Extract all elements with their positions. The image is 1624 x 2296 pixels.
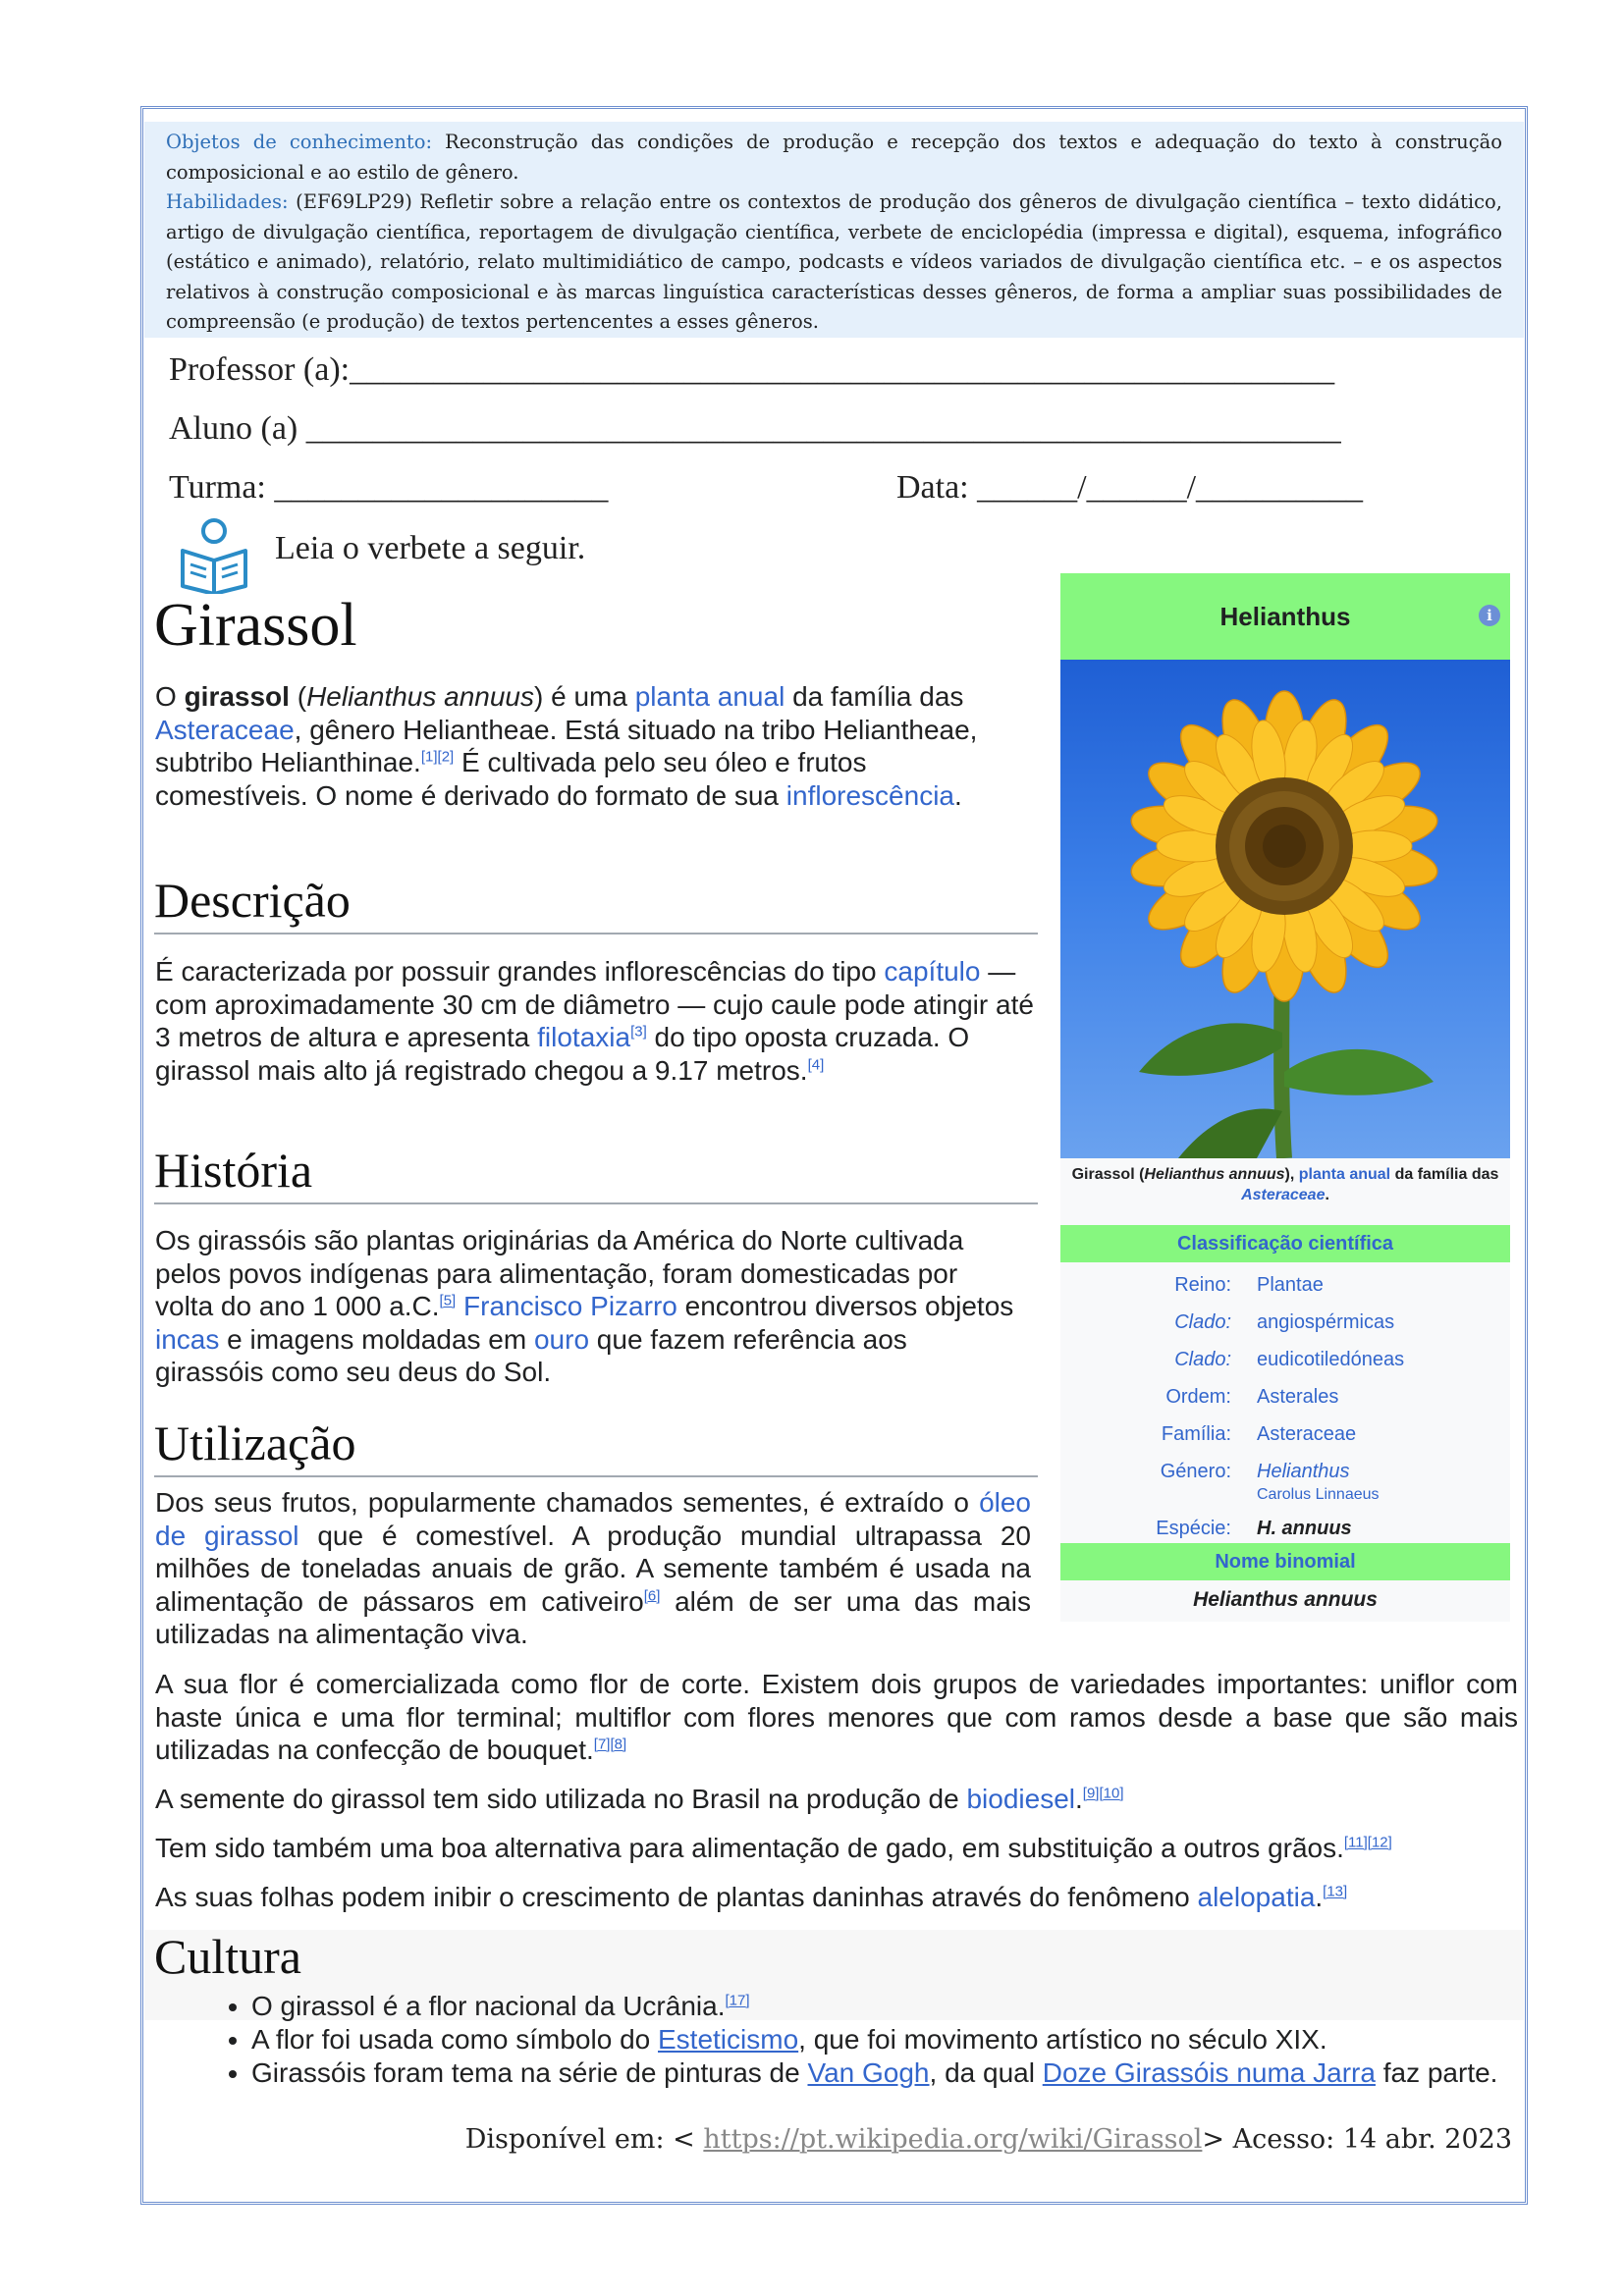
objectives-box (144, 122, 1524, 338)
heading-cultura: Cultura (154, 1929, 301, 1984)
utilizacao-paragraph-5 (155, 1881, 1518, 1914)
cultura-list (212, 1990, 1557, 2090)
caption-italic: Helianthus annuus (1144, 1166, 1285, 1183)
cultura-text: , da qual (929, 2057, 1043, 2088)
caption-link-asteraceae[interactable]: Asteraceae (1241, 1187, 1326, 1203)
link-biodiesel[interactable]: biodiesel (966, 1784, 1076, 1814)
caption-text: Girassol ( (1071, 1166, 1145, 1183)
utilizacao-paragraph-4 (155, 1832, 1518, 1865)
reference-link[interactable]: [5] (439, 1292, 457, 1309)
info-icon[interactable]: i (1479, 605, 1500, 626)
link-van-gogh[interactable]: Van Gogh (807, 2057, 930, 2088)
utilizacao-text: . (1315, 1882, 1324, 1912)
link-doze-girassois[interactable]: Doze Girassóis numa Jarra (1042, 2057, 1376, 2088)
article-title: Girassol (154, 592, 357, 659)
cultura-text: , que foi movimento artístico no século XIX. (798, 2024, 1327, 2055)
reading-book-icon (175, 515, 253, 594)
source-citation (465, 2124, 1512, 2155)
utilizacao-text: Dos seus frutos, popularmente chamados sementes, é extraído o (155, 1487, 980, 1518)
reference-link[interactable]: [4] (807, 1056, 825, 1074)
intro-text: da família das (785, 681, 964, 712)
link-francisco-pizarro[interactable]: Francisco Pizarro (463, 1291, 677, 1321)
utilizacao-text: A semente do girassol tem sido utilizada no Brasil na produção de (155, 1784, 967, 1814)
cultura-text: Girassóis foram tema na série de pinturas de (251, 2057, 808, 2088)
intro-italic: Helianthus annuus (306, 681, 535, 712)
knowledge-text: Reconstrução das condições de produção e recepção dos textos e adequação do texto à construção composicional e ao estilo de gênero. (166, 131, 1502, 184)
classification-heading: Classificação científica (1060, 1225, 1510, 1262)
link-capitulo[interactable]: capítulo (884, 956, 981, 987)
historia-text: encontrou diversos objetos (677, 1291, 1014, 1321)
descricao-text: É caracterizada por possuir grandes inflorescências do tipo (155, 956, 885, 987)
intro-text: , gênero Heliantheae. Está situado na tribo Heliantheae, subtribo Helianthinae. (155, 714, 978, 777)
historia-paragraph (155, 1224, 1019, 1389)
list-item (251, 2056, 1557, 2090)
cultura-text: O girassol é a flor nacional da Ucrânia. (251, 1991, 726, 2021)
link-ouro[interactable]: ouro (533, 1323, 590, 1355)
source-url-link[interactable]: https://pt.wikipedia.org/wiki/Girassol (703, 2124, 1203, 2155)
reference-link[interactable]: [11][12] (1343, 1834, 1392, 1851)
row-value[interactable]: Asterales (1257, 1386, 1339, 1408)
infobox-title (1060, 573, 1510, 660)
utilizacao-text: As suas folhas podem inibir o crescimento de plantas daninhas através do fenômeno (155, 1882, 1198, 1912)
utilizacao-text: Tem sido também uma boa alternativa para alimentação de gado, em substituição a outros grãos. (155, 1833, 1344, 1863)
link-esteticismo[interactable]: Esteticismo (658, 2024, 799, 2055)
reference-link[interactable]: [13] (1323, 1883, 1348, 1900)
data-field[interactable]: Data: ______/______/__________ (896, 469, 1364, 506)
intro-text: ( (289, 681, 307, 712)
reference-link[interactable]: [6] (643, 1587, 661, 1605)
row-value[interactable]: Asteraceae (1257, 1423, 1357, 1445)
binomial-name: Helianthus annuus (1193, 1588, 1378, 1611)
cultura-text: A flor foi usada como símbolo do (251, 2024, 658, 2055)
row-key: Família: (1161, 1423, 1231, 1445)
descricao-text: — com aproximadamente 30 cm de diâmetro — cujo caule pode atingir até 3 metros de altura e apresenta (155, 956, 1034, 1052)
binomial-heading: Nome binomial (1060, 1543, 1510, 1580)
row-key[interactable]: Clado: (1174, 1311, 1231, 1333)
historia-text: e imagens moldadas em (219, 1323, 534, 1355)
row-value[interactable]: Helianthus (1257, 1461, 1350, 1482)
skills-text: (EF69LP29) Refletir sobre a relação entre os contextos de produção dos gêneros de divulgação científica – texto didático, artigo de divulgação científica, reportagem de divulgação científica, verbete de enciclopédia (impressa e digital), esquema, infográfico (estático e animado), relatório, relato multimidiático de campo, podcasts e vídeos variados de divulgação científica etc. – e os aspectos relativos à construção composicional e às marcas linguística características desses gêneros, de forma a ampliar suas possibilidades de compreensão (e produção) de textos pertencentes a esses gêneros. (166, 190, 1502, 333)
historia-text (456, 1291, 463, 1321)
intro-text: . (953, 779, 962, 811)
caption-link-planta-anual[interactable]: planta anual (1298, 1166, 1391, 1183)
row-value: H. annuus (1257, 1518, 1352, 1539)
reference-link[interactable]: [7][8] (593, 1735, 627, 1753)
link-alelopatia[interactable]: alelopatia (1197, 1882, 1316, 1912)
caption-text: da família das (1390, 1166, 1499, 1183)
historia-text: Os girassóis são plantas originárias da América do Norte cultivada pelos povos indígenas para alimentação, foram domesticadas por volta do ano 1 000 a.C. (155, 1225, 964, 1321)
utilizacao-text: . (1075, 1784, 1083, 1814)
cultura-text: faz parte. (1375, 2057, 1498, 2088)
intro-text: O (155, 681, 185, 712)
knowledge-label: Objetos de conhecimento: (166, 131, 433, 153)
link-inflorescencia[interactable]: inflorescência (785, 779, 954, 811)
aluno-field[interactable]: Aluno (a) ______________________________________________________________ (169, 410, 1341, 447)
skills-label: Habilidades: (166, 190, 289, 213)
link-incas[interactable]: incas (155, 1323, 220, 1355)
intro-text: É cultivada pelo seu óleo e frutos comestíveis. O nome é derivado do formato de sua (155, 747, 867, 811)
row-key: Género: (1160, 1461, 1231, 1482)
reference-link[interactable]: [9][10] (1082, 1785, 1124, 1802)
intro-paragraph (155, 680, 1019, 812)
caption-text: . (1325, 1187, 1329, 1203)
intro-bold: girassol (184, 681, 290, 712)
intro-text: ) é uma (534, 681, 635, 712)
utilizacao-paragraph-2 (155, 1668, 1518, 1767)
list-item (251, 2023, 1557, 2056)
row-key[interactable]: Clado: (1174, 1349, 1231, 1370)
descricao-text: do tipo oposta cruzada. O girassol mais alto já registrado chegou a 9.17 metros. (155, 1022, 970, 1086)
descricao-paragraph (155, 955, 1039, 1087)
infobox (1060, 573, 1510, 1622)
caption-text: ), (1284, 1166, 1299, 1183)
reference-link[interactable]: [3] (630, 1023, 647, 1041)
link-oleo-de-girassol[interactable]: óleo de girassol (155, 1487, 1031, 1551)
historia-text: que fazem referência aos girassóis como seu deus do Sol. (155, 1323, 907, 1387)
infobox-caption (1060, 1164, 1510, 1205)
source-text: > Acesso: 14 abr. 2023 (1202, 2124, 1512, 2155)
utilizacao-text: que é comestível. A produção mundial ultrapassa 20 milhões de toneladas anuais de grão. A semente também é usada na alimentação de pássaros em cativeiro (155, 1520, 1032, 1617)
utilizacao-paragraph-1 (155, 1486, 1031, 1651)
utilizacao-text: além de ser uma das mais utilizadas na alimentação viva. (155, 1585, 1032, 1649)
list-item (251, 1990, 1557, 2023)
infobox-title-text: Helianthus (1219, 602, 1351, 631)
reading-instruction: Leia o verbete a seguir. (275, 530, 586, 566)
row-value[interactable]: eudicotiledóneas (1257, 1349, 1405, 1370)
link-filotaxia[interactable]: filotaxia (537, 1022, 631, 1052)
row-key: Espécie: (1156, 1518, 1231, 1539)
sunflower-image[interactable] (1060, 660, 1510, 1158)
utilizacao-paragraph-3 (155, 1783, 1518, 1816)
heading-utilizacao: Utilização (154, 1415, 1038, 1477)
reference-link[interactable]: [1][2] (420, 748, 455, 766)
heading-historia: História (154, 1142, 1038, 1204)
utilizacao-text: A sua flor é comercializada como flor de corte. Existem dois grupos de variedades importantes: uniflor com haste única e uma flor terminal; multiflor com flores menores que com ramos desde a base que são mais utilizadas na confecção de bouquet. (155, 1669, 1518, 1765)
reference-link[interactable]: [17] (725, 1992, 750, 2009)
heading-descricao: Descrição (154, 872, 1038, 934)
link-asteraceae[interactable]: Asteraceae (155, 714, 295, 745)
row-key: Ordem: (1165, 1386, 1231, 1408)
row-key: Reino: (1174, 1274, 1231, 1296)
row-value[interactable]: angiospérmicas (1257, 1311, 1395, 1333)
link-planta-anual[interactable]: planta anual (634, 681, 785, 712)
professor-field[interactable]: Professor (a):___________________________________________________________ (169, 351, 1335, 388)
row-author[interactable]: Carolus Linnaeus (1257, 1486, 1380, 1503)
source-text: Disponível em: < (464, 2124, 704, 2155)
sunflower-illustration (1060, 660, 1510, 1158)
row-value[interactable]: Plantae (1257, 1274, 1324, 1296)
turma-field[interactable]: Turma: ____________________ (169, 469, 609, 506)
